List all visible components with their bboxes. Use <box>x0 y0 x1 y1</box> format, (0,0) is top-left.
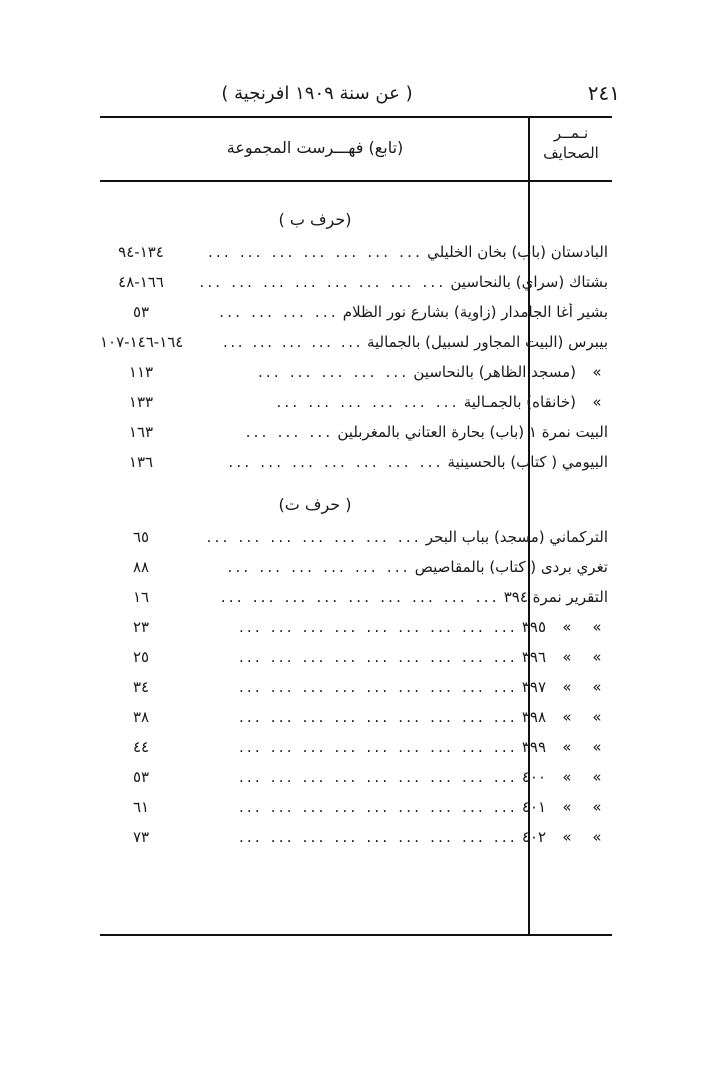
ditto-marks <box>546 738 612 756</box>
ditto-mark: » <box>562 798 572 816</box>
entry-title: ٣٩٥ <box>521 618 546 636</box>
page-reference: ١٣٣ <box>128 393 154 411</box>
page-reference: ١٦٦-٤٨ <box>118 273 164 291</box>
page-reference: ٣٤ <box>132 678 150 696</box>
entry-title: البادستان (باب) بخان الخليلي <box>427 243 608 261</box>
entry-cell <box>182 363 612 381</box>
ditto-marks <box>546 798 612 816</box>
page-header <box>108 78 620 108</box>
ditto-mark: » <box>592 708 602 726</box>
table-body <box>100 180 612 934</box>
table-row <box>100 556 612 586</box>
ditto-mark: » <box>562 768 572 786</box>
page-reference: ٣٨ <box>132 708 150 726</box>
entry-title: ٣٩٦ <box>521 648 546 666</box>
leader-dots: ... ... ... ... ... ... <box>276 393 460 411</box>
leader-dots: ... ... ... ... ... ... ... ... <box>199 273 447 291</box>
page-reference: ٨٨ <box>132 558 150 576</box>
entry-cell <box>182 588 612 606</box>
column-header-title: (تابع) فهـــرست المجموعة <box>226 138 404 157</box>
entry-title: (خانقاه) بالجمـالية <box>463 393 576 411</box>
column-header-page-numbers <box>530 118 612 180</box>
leader-dots: ... ... ... ... ... ... ... <box>206 528 422 546</box>
entry-title: بشير أغا الجامدار (زاوية) بشارع نور الظلام <box>342 303 608 321</box>
entry-cell <box>182 273 612 291</box>
page-reference: ١١٣ <box>128 363 154 381</box>
entry-cell <box>182 618 612 636</box>
ditto-mark: » <box>562 618 572 636</box>
table-row <box>100 241 612 271</box>
table-row <box>100 421 612 451</box>
table-row <box>100 796 612 826</box>
leader-dots: ... ... ... ... ... ... ... ... ... <box>238 618 518 636</box>
entry-cell <box>182 648 612 666</box>
entry-cell <box>182 333 612 351</box>
leader-dots: ... ... ... ... ... ... ... ... ... <box>238 648 518 666</box>
entry-title: التركماني (مسجد) بباب البحر <box>425 528 608 546</box>
page-reference: ١٦ <box>132 588 150 606</box>
table-row <box>100 766 612 796</box>
entry-cell <box>182 768 612 786</box>
leader-dots: ... ... ... ... ... ... ... ... ... <box>220 588 500 606</box>
table-header-row <box>100 118 612 180</box>
leader-dots: ... ... ... ... ... ... ... ... ... <box>238 798 518 816</box>
entry-cell <box>182 798 612 816</box>
leader-dots: ... ... ... ... ... ... ... ... ... <box>238 828 518 846</box>
entry-title: البيت نمرة ١ (باب) بحارة العتاني بالمغربلين <box>337 423 608 441</box>
column-header-line-2: الصحايف <box>543 144 599 163</box>
leader-dots: ... ... ... ... ... ... ... <box>207 243 424 261</box>
entry-title: ٤٠٠ <box>521 768 546 786</box>
ditto-mark: » <box>592 618 602 636</box>
leader-dots: ... ... ... ... <box>219 303 339 321</box>
ditto-marks <box>546 618 612 636</box>
entry-title: ٤٠١ <box>521 798 546 816</box>
entry-cell <box>182 303 612 321</box>
entry-cell <box>182 453 612 471</box>
table-row <box>100 451 612 481</box>
entry-title: بشتاك (سراي) بالنحاسين <box>450 273 608 291</box>
table-row <box>100 331 612 361</box>
entry-title: تغري بردى ( كتاب) بالمقاصيص <box>414 558 608 576</box>
ditto-marks <box>576 393 612 411</box>
table-row <box>100 676 612 706</box>
ditto-mark: » <box>562 648 572 666</box>
page-reference: ١٦٤-١٤٦-١٠٧ <box>100 333 184 351</box>
ditto-mark: » <box>562 678 572 696</box>
table-row <box>100 271 612 301</box>
leader-dots: ... ... ... ... ... ... ... <box>228 453 444 471</box>
entry-title: البيومي ( كتاب) بالحسينية <box>447 453 608 471</box>
ditto-mark: » <box>592 363 602 381</box>
leader-dots: ... ... ... ... ... <box>222 333 363 351</box>
leader-dots: ... ... ... ... ... ... <box>227 558 411 576</box>
ditto-mark: » <box>592 678 602 696</box>
ditto-mark: » <box>562 828 572 846</box>
ditto-mark: » <box>562 708 572 726</box>
entry-title: بيبرس (البيت المجاور لسبيل) بالجمالية <box>366 333 608 351</box>
index-table <box>100 116 612 936</box>
ditto-mark: » <box>592 738 602 756</box>
ditto-mark: » <box>592 648 602 666</box>
table-row <box>100 706 612 736</box>
page-reference: ٦١ <box>132 798 150 816</box>
table-row <box>100 361 612 391</box>
page-reference: ٢٣ <box>132 618 150 636</box>
entry-cell <box>182 393 612 411</box>
table-row <box>100 736 612 766</box>
leader-dots: ... ... ... ... ... ... ... ... ... <box>238 768 518 786</box>
entry-cell <box>182 558 612 576</box>
page-reference: ٥٣ <box>132 768 150 786</box>
page-reference: ١٣٤-٩٤ <box>118 243 164 261</box>
table-row <box>100 586 612 616</box>
entry-cell <box>182 828 612 846</box>
section-heading: ( حرف ت) <box>278 495 352 514</box>
entry-title: ٣٩٧ <box>521 678 546 696</box>
column-header-line-1: نـمــر <box>553 124 589 142</box>
entry-cell <box>182 738 612 756</box>
leader-dots: ... ... ... <box>245 423 334 441</box>
table-row <box>100 826 612 856</box>
ditto-mark: » <box>592 798 602 816</box>
leader-dots: ... ... ... ... ... ... ... ... ... <box>238 708 518 726</box>
entry-cell <box>182 678 612 696</box>
entry-cell <box>182 423 612 441</box>
leader-dots: ... ... ... ... ... <box>257 363 410 381</box>
entry-cell <box>182 243 612 261</box>
entry-title: ٣٩٨ <box>521 708 546 726</box>
entry-cell <box>182 708 612 726</box>
page-reference: ٦٥ <box>132 528 150 546</box>
table-row <box>100 616 612 646</box>
ditto-marks <box>546 828 612 846</box>
entry-title: ٣٩٩ <box>521 738 546 756</box>
entry-cell <box>182 528 612 546</box>
ditto-marks <box>546 768 612 786</box>
leader-dots: ... ... ... ... ... ... ... ... ... <box>238 738 518 756</box>
section-heading: (حرف ب ) <box>278 210 352 229</box>
ditto-marks <box>576 363 612 381</box>
entry-title: (مسجد الظاهر) بالنحاسين <box>413 363 576 381</box>
page-reference: ٥٣ <box>132 303 150 321</box>
entry-title: التقرير نمرة ٣٩٤ <box>503 588 608 606</box>
page-reference: ١٦٣ <box>128 423 154 441</box>
page-reference: ٢٥ <box>132 648 150 666</box>
page-reference: ١٣٦ <box>128 453 154 471</box>
ditto-mark: » <box>592 393 602 411</box>
ditto-mark: » <box>592 828 602 846</box>
table-row <box>100 391 612 421</box>
header-note: ( عن سنة ١٩٠٩ افرنجية ) <box>221 82 413 104</box>
ditto-mark: » <box>562 738 572 756</box>
page-reference: ٧٣ <box>132 828 150 846</box>
table-row <box>100 646 612 676</box>
table-row <box>100 301 612 331</box>
entry-title: ٤٠٢ <box>521 828 546 846</box>
ditto-mark: » <box>592 768 602 786</box>
leader-dots: ... ... ... ... ... ... ... ... ... <box>238 678 518 696</box>
ditto-marks <box>546 648 612 666</box>
ditto-marks <box>546 708 612 726</box>
page-reference: ٤٤ <box>132 738 150 756</box>
ditto-marks <box>546 678 612 696</box>
page-number: ٢٤١ <box>587 81 620 105</box>
table-row <box>100 526 612 556</box>
